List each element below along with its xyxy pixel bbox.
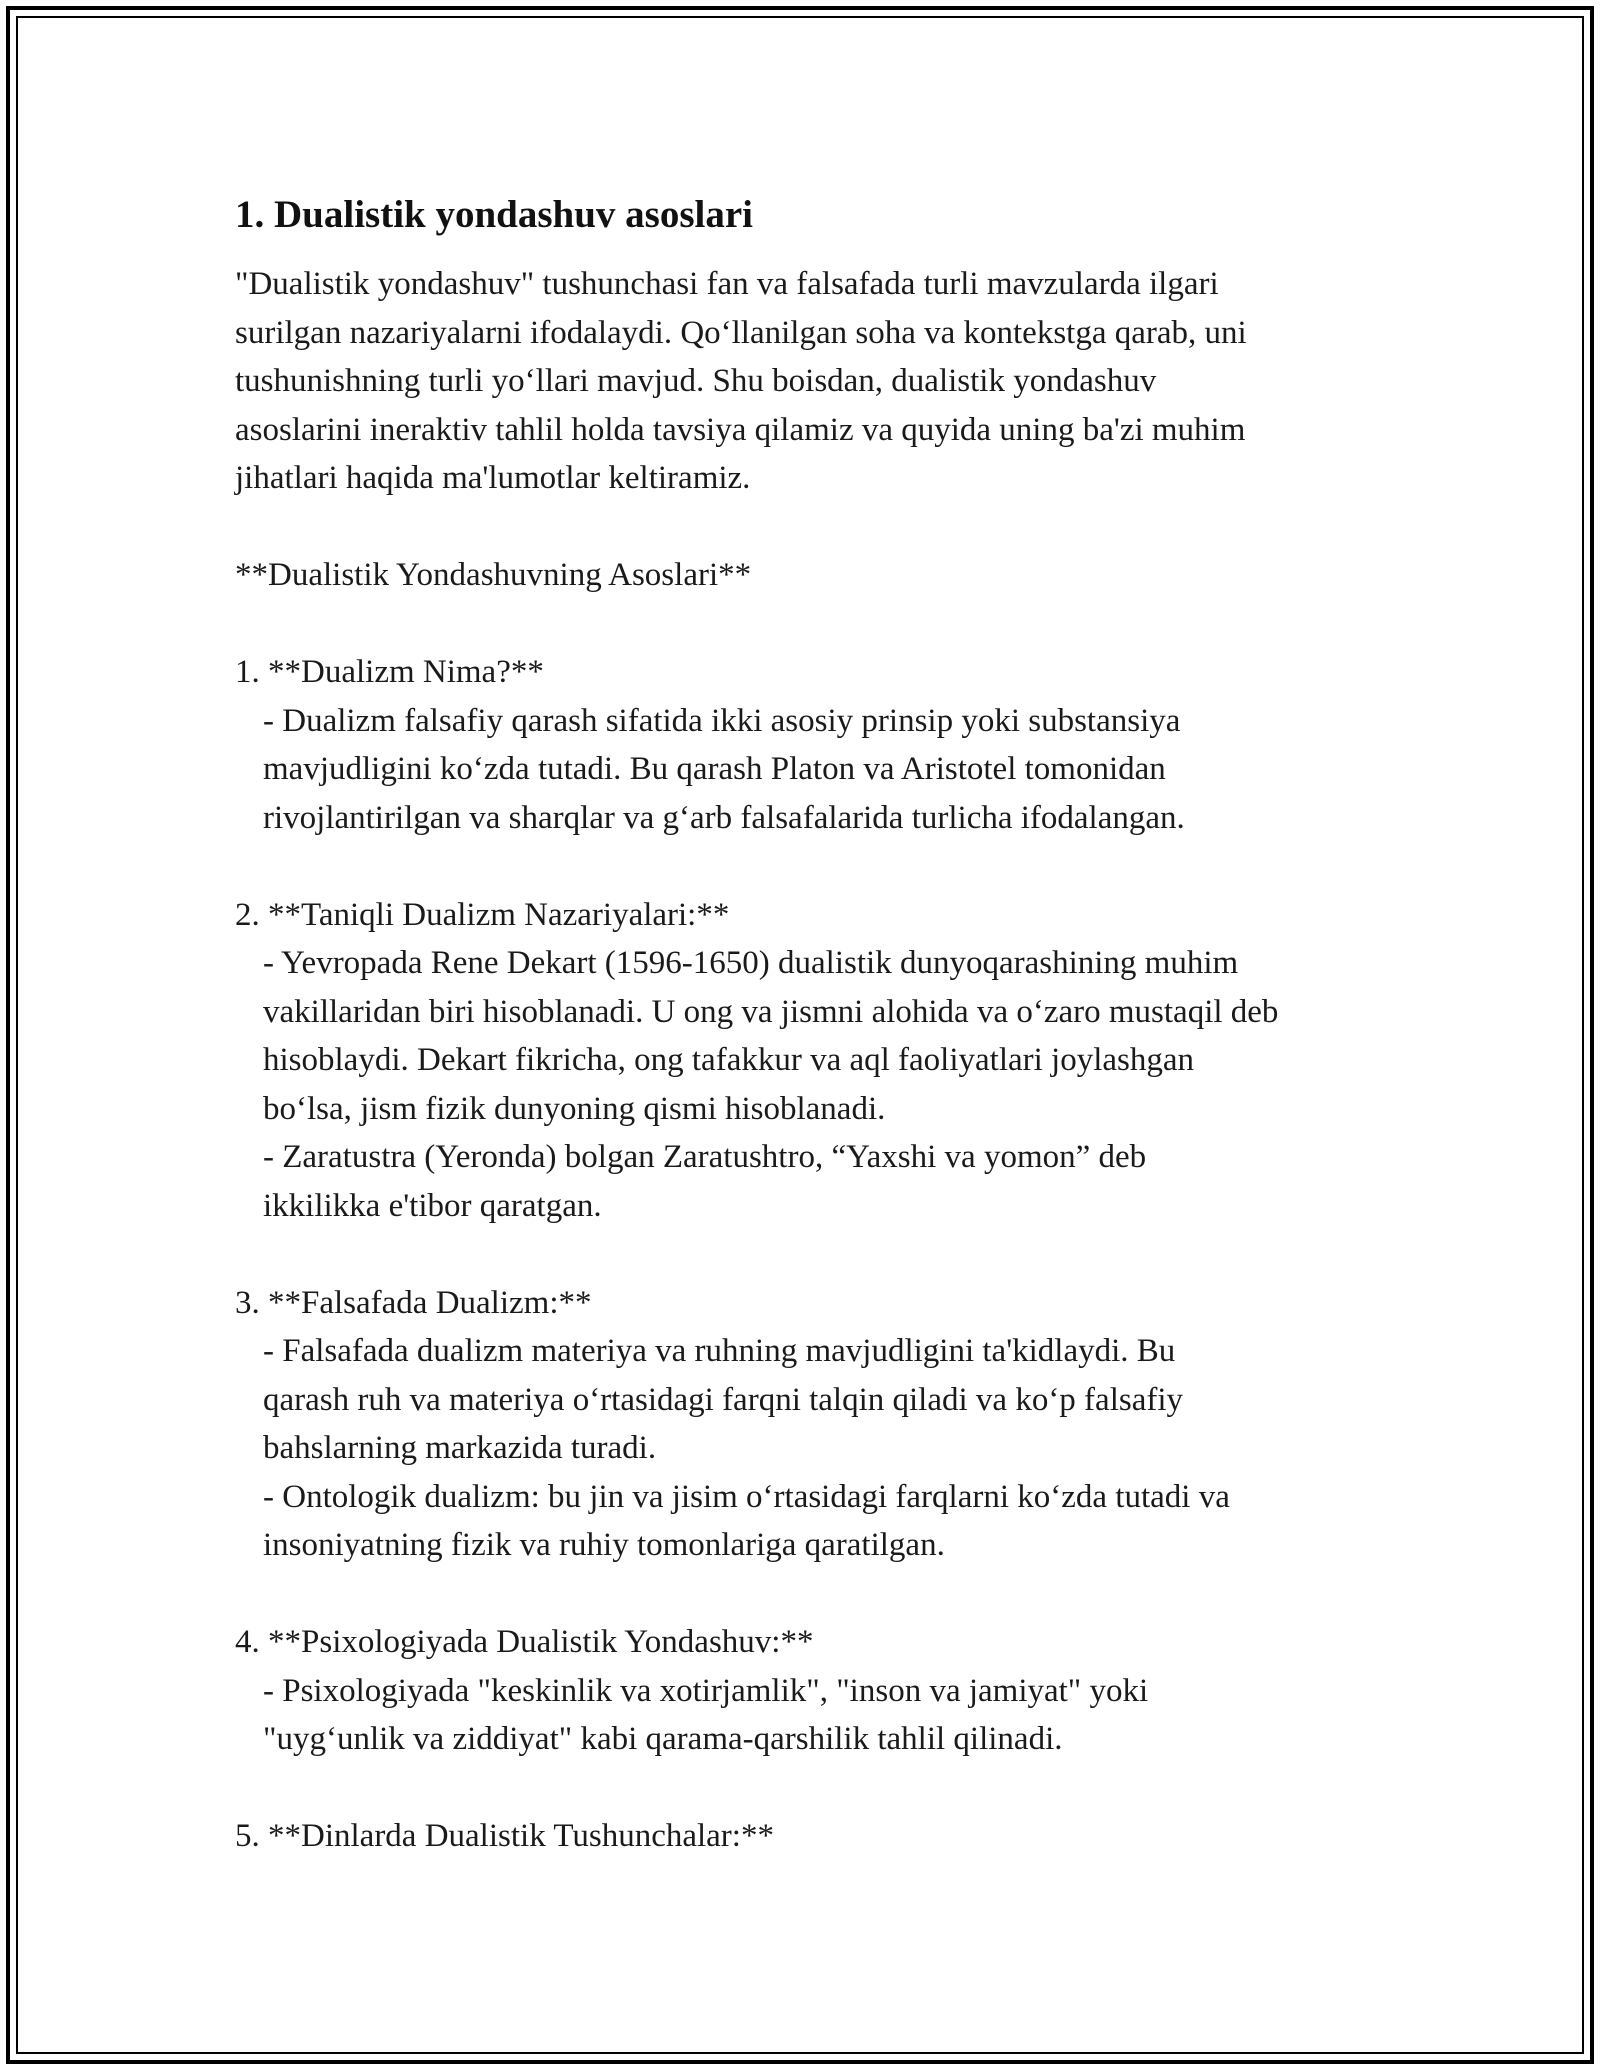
document-body — [235, 186, 1375, 1861]
spacer — [235, 842, 1375, 891]
list-item-point: - Zaratustra (Yeronda) bolgan Zaratushtro, “Yaxshi va yomon” deb ikkilikka e'tibor qaratgan. — [263, 1139, 1147, 1224]
subheading: **Dualistik Yondashuvning Asoslari** — [235, 557, 752, 593]
section-heading: 1. Dualistik yondashuv asoslari — [235, 193, 753, 236]
list-item-point: - Yevropada Rene Dekart (1596-1650) dualistik dunyoqarashining muhim vakillaridan biri hisoblanadi. U ong va jismni alohida va o‘zaro mustaqil deb hisoblaydi. Dekart fikricha, ong tafakkur va aql faoliyatlari joylashgan bo‘lsa, jism fizik dunyoning qismi hisoblanadi. — [263, 945, 1279, 1127]
list-item-point: - Psixologiyada "keskinlik va xotirjamlik", "inson va jamiyat" yoki "uyg‘unlik va ziddiyat" kabi qarama-qarshilik tahlil qilinadi. — [263, 1672, 1149, 1757]
spacer — [235, 503, 1375, 552]
list-item-title: 5. **Dinlarda Dualistik Tushunchalar:** — [235, 1818, 774, 1854]
list-item-title: 2. **Taniqli Dualizm Nazariyalari:** — [235, 896, 730, 933]
list-item-title: 3. **Falsafada Dualizm:** — [235, 1284, 592, 1321]
list-item-title: 1. **Dualizm Nima?** — [235, 654, 544, 690]
spacer — [235, 1764, 1375, 1813]
list-item-point: - Dualizm falsafiy qarash sifatida ikki asosiy prinsip yoki substansiya mavjudligini ko‘zda tutadi. Bu qarash Platon va Aristotel tomonidan rivojlantirilgan va sharqlar va g‘arb falsafalarida turlicha ifodalangan. — [263, 702, 1185, 836]
list-item-point: - Ontologik dualizm: bu jin va jisim o‘rtasidagi farqlarni ko‘zda tutadi va insoniyatning fizik va ruhiy tomonlariga qaratilgan. — [263, 1478, 1230, 1563]
spacer — [235, 1570, 1375, 1619]
list-item-point: - Falsafada dualizm materiya va ruhning mavjudligini ta'kidlaydi. Bu qarash ruh va materiya o‘rtasidagi farqni talqin qiladi va ko‘p falsafiy bahslarning markazida turadi. — [263, 1333, 1184, 1466]
spacer — [235, 600, 1375, 649]
intro-paragraph: "Dualistik yondashuv" tushunchasi fan va falsafada turli mavzularda ilgari surilgan nazariyalarni ifodalaydi. Qo‘llanilgan soha va kontekstga qarab, uni tushunishning turli yo‘llari mavjud. Shu boisdan, dualistik yondashuv asoslarini ineraktiv tahlil holda tavsiya qilamiz va quyida uning ba'zi muhim jihatlari haqida ma'lumotlar keltiramiz. — [235, 266, 1247, 496]
list-item-title: 4. **Psixologiyada Dualistik Yondashuv:** — [235, 1624, 814, 1660]
spacer — [235, 1230, 1375, 1279]
